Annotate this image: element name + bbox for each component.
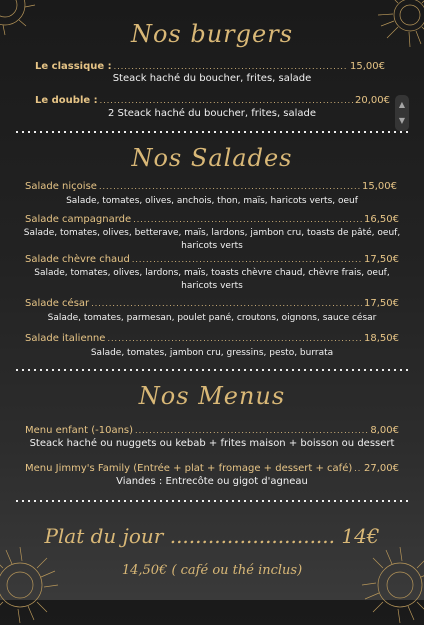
item-price: 16,50€: [364, 214, 399, 225]
plat-du-jour: Plat du jour .......................... 14€: [44, 524, 380, 548]
item-name: Salade campagnarde: [25, 214, 132, 225]
item-price: 8,00€: [370, 425, 399, 436]
section-title-salades: Nos Salades: [131, 144, 293, 172]
separator-dotted: [14, 500, 410, 502]
sun-ornament-bottom-right-icon: [360, 545, 424, 625]
item-description: Salade, tomates, olives, anchois, thon, maïs, haricots verts, oeuf: [66, 196, 358, 206]
item-description: Salade, tomates, parmesan, poulet pané, croutons, oignons, sauce césar: [47, 313, 377, 323]
item-name: Salade niçoise: [25, 181, 97, 192]
item-description: Viandes : Entrecôte ou gigot d'agneau: [116, 476, 308, 487]
item-name: Menu enfant (-10ans): [25, 425, 134, 436]
menu-item-salade-cesar: [25, 297, 399, 310]
item-name: Salade césar: [25, 298, 90, 309]
item-price: 15,00€: [350, 61, 385, 72]
plat-du-jour-subline: 14,50€ ( café ou thé inclus): [121, 563, 303, 578]
leader-dots: [114, 60, 348, 73]
scrollbar[interactable]: [395, 95, 409, 131]
item-description: Steack haché ou nuggets ou kebab + frites maison + boisson ou dessert: [29, 438, 395, 449]
menu-item-salade-nicoise: [25, 180, 397, 193]
menu-item-burger-double: [35, 94, 390, 107]
item-description: Steack haché du boucher, frites, salade: [112, 73, 312, 84]
item-description: Salade, tomates, jambon cru, gressins, pesto, burrata: [90, 348, 334, 358]
item-name: Le double :: [35, 95, 98, 106]
item-name: Le classique :: [35, 61, 112, 72]
item-name: Menu Jimmy's Family (Entrée + plat + fromage + dessert + café): [25, 463, 353, 474]
separator-dotted: [14, 131, 410, 133]
item-price: 17,50€: [364, 298, 399, 309]
section-title-burgers: Nos burgers: [130, 20, 294, 48]
section-title-menus: Nos Menus: [138, 382, 286, 410]
item-price: 18,50€: [364, 333, 399, 344]
leader-dots: [135, 424, 368, 437]
item-description: Salade, tomates, olives, lardons, maïs, toasts chèvre chaud, chèvre frais, oeuf,: [34, 268, 390, 278]
menu-item-salade-chevre-chaud: [25, 253, 399, 266]
item-price: 17,50€: [364, 254, 399, 265]
item-name: Salade chèvre chaud: [25, 254, 130, 265]
sun-ornament-bottom-left-icon: [0, 545, 60, 625]
leader-dots: [107, 332, 362, 345]
leader-dots: [100, 94, 353, 107]
leader-dots: [132, 253, 362, 266]
menu-item-menu-jimmys-family: [25, 462, 399, 475]
menu-item-salade-italienne: [25, 332, 399, 345]
item-price: 27,00€: [364, 463, 399, 474]
item-description-continued: haricots verts: [181, 241, 243, 251]
separator-dotted: [14, 369, 410, 371]
menu-item-burger-classique: [35, 60, 385, 73]
item-price: 20,00€: [355, 95, 390, 106]
item-price: 15,00€: [362, 181, 397, 192]
scroll-up-icon[interactable]: ▲: [398, 100, 406, 109]
leader-dots: [354, 462, 362, 475]
menu-item-salade-campagnarde: [25, 213, 399, 226]
item-description: 2 Steack haché du boucher, frites, salade: [107, 108, 317, 119]
item-description-continued: haricots verts: [181, 281, 243, 291]
menu-item-menu-enfant: [25, 424, 399, 437]
item-description: Salade, tomates, olives, betterave, maïs, lardons, jambon cru, toasts de pâté, oeuf,: [23, 228, 401, 238]
leader-dots: [99, 180, 360, 193]
scroll-down-icon[interactable]: ▼: [398, 116, 406, 125]
item-name: Salade italienne: [25, 333, 106, 344]
leader-dots: [133, 213, 362, 226]
leader-dots: [91, 297, 362, 310]
